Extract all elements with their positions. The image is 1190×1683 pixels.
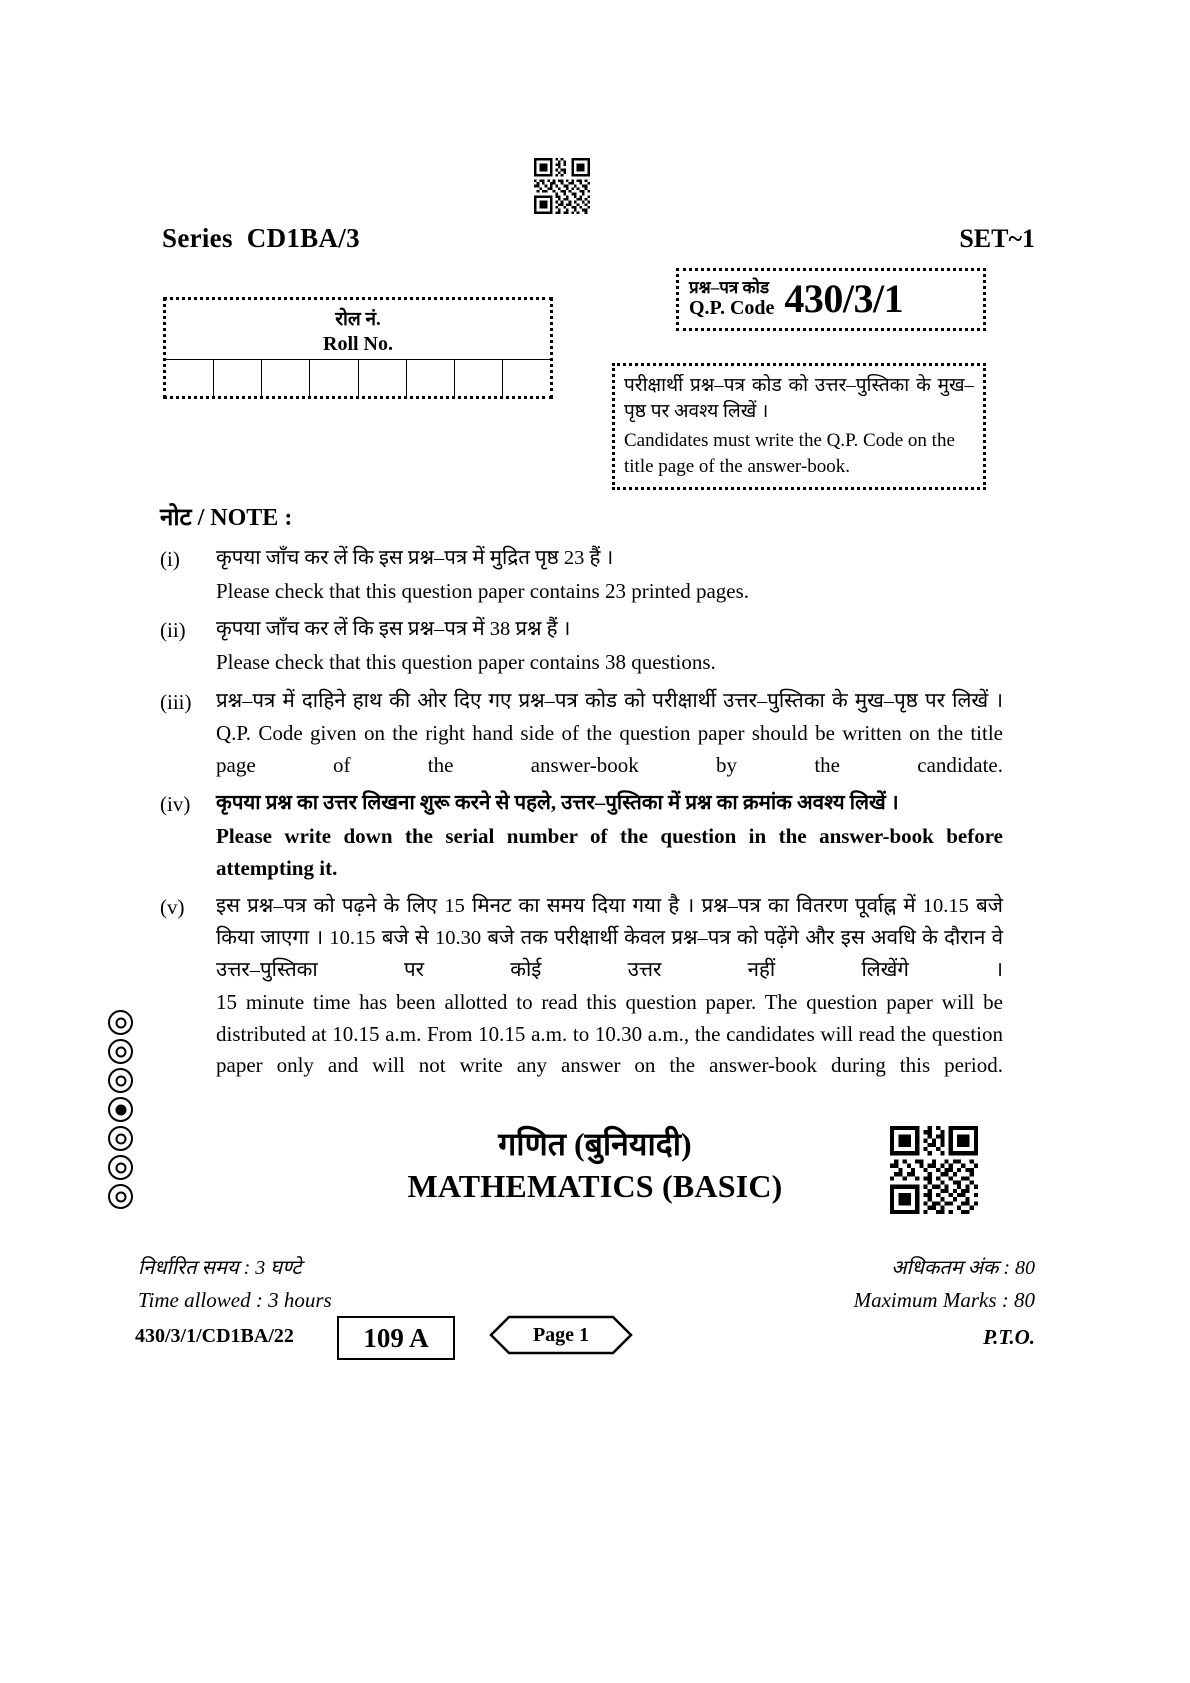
subject-title <box>0 1124 1190 1206</box>
roll-no-cell[interactable] <box>310 360 358 396</box>
page-number-text: Page 1 <box>532 1323 590 1346</box>
qp-code-label-en: Q.P. Code <box>689 296 775 319</box>
note-item <box>160 891 1003 1082</box>
roll-no-title-hi: रोल नं. <box>335 309 381 330</box>
note-item <box>160 686 1003 782</box>
note-item-hi: इस प्रश्न–पत्र को पढ़ने के लिए 15 मिनट का समय दिया गया है । प्रश्न–पत्र का वितरण पूर्वाह्न में 10.15 बजे किया जाएगा । 10.15 बजे से 10.30 बजे तक परीक्षार्थी केवल प्रश्न–पत्र को पढ़ेंगे और इस अवधि के दौरान वे उत्तर–पुस्तिका पर कोई उत्तर नहीं लिखेंगे । <box>216 895 1003 981</box>
exam-meta-row-hi <box>138 1253 1035 1284</box>
ring-mark-icon <box>108 1039 133 1064</box>
note-item-body <box>216 614 1003 678</box>
qr-code-top-icon <box>534 158 590 214</box>
series-value: CD1BA/3 <box>246 223 360 253</box>
ring-mark-icon <box>108 1068 133 1093</box>
roll-no-cell[interactable] <box>407 360 455 396</box>
note-item-number: (i) <box>160 547 180 571</box>
page-number-box <box>489 1315 633 1355</box>
note-heading: नोट / NOTE : <box>160 505 293 531</box>
note-item-body <box>216 891 1003 1082</box>
note-item-en: Please check that this question paper contains 23 printed pages. <box>216 578 750 603</box>
footer-paper-code: 430/3/1/CD1BA/22 <box>135 1325 294 1347</box>
pto-label: P.T.O. <box>983 1325 1035 1349</box>
time-allowed-hi: निर्धारित समय : 3 घण्टे <box>138 1257 302 1279</box>
note-item <box>160 614 1003 678</box>
exam-meta-row-en <box>138 1284 1035 1317</box>
ring-mark-icon <box>108 1010 133 1035</box>
note-item-en: Please check that this question paper contains 38 questions. <box>216 650 716 675</box>
set-number: SET~1 <box>959 224 1035 253</box>
roll-no-cell[interactable] <box>359 360 407 396</box>
note-item-number: (iii) <box>160 689 192 714</box>
roll-no-cells[interactable] <box>166 359 550 396</box>
subject-title-en: MATHEMATICS (BASIC) <box>407 1168 783 1204</box>
roll-no-cell[interactable] <box>503 360 550 396</box>
note-item-en: 15 minute time has been allotted to read this question paper. The question paper will be distributed at 10.15 a.m. From 10.15 a.m. to 10.30 a.m., the candidates will read the question paper only and will not write any answer on the answer-book during this period. <box>216 990 1003 1078</box>
roll-no-title <box>166 300 550 359</box>
roll-no-cell[interactable] <box>166 360 214 396</box>
note-item-body <box>216 543 1003 607</box>
maximum-marks-en: Maximum Marks : 80 <box>853 1288 1035 1312</box>
candidate-instruction-en: Candidates must write the Q.P. Code on the title page of the answer-book. <box>624 430 955 477</box>
note-item-number: (ii) <box>160 618 186 643</box>
note-item-en: Please write down the serial number of the question in the answer-book before attempting it. <box>216 824 1003 880</box>
roll-no-cell[interactable] <box>262 360 310 396</box>
maximum-marks-hi: अधिकतम अंक : 80 <box>891 1257 1035 1279</box>
roll-no-cell[interactable] <box>455 360 503 396</box>
footer-badge: 109 A <box>337 1316 455 1360</box>
note-item-number: (iv) <box>160 792 191 817</box>
qp-code-value: 430/3/1 <box>784 276 904 321</box>
subject-title-hi: गणित (बुनियादी) <box>498 1126 692 1162</box>
candidate-instruction-box <box>612 363 986 490</box>
qr-code-bottom-icon <box>890 1126 978 1214</box>
note-item-en: Q.P. Code given on the right hand side of the question paper should be written on the title page of the answer-book by the candidate. <box>216 721 1003 777</box>
note-item-body <box>216 788 1003 884</box>
series-label: Series <box>162 223 233 253</box>
exam-meta <box>138 1253 1035 1317</box>
note-item <box>160 788 1003 884</box>
qp-code-box <box>676 268 986 331</box>
series-label-group <box>162 223 360 254</box>
note-item-hi: कृपया जाँच कर लें कि इस प्रश्न–पत्र में मुद्रित पृष्ठ 23 हैं । <box>216 547 614 569</box>
note-item-body <box>216 686 1003 782</box>
roll-no-box <box>163 297 553 399</box>
note-item-hi: कृपया जाँच कर लें कि इस प्रश्न–पत्र में 38 प्रश्न हैं । <box>216 618 571 641</box>
qp-code-label-hi: प्रश्न–पत्र कोड <box>689 277 770 297</box>
note-item-number: (v) <box>160 895 185 920</box>
note-item-hi: प्रश्न–पत्र में दाहिने हाथ की ओर दिए गए प्रश्न–पत्र कोड को परीक्षार्थी उत्तर–पुस्तिका के मुख–पृष्ठ पर लिखें । <box>216 689 1003 712</box>
candidate-instruction-hi: परीक्षार्थी प्रश्न–पत्र कोड को उत्तर–पुस्तिका के मुख–पृष्ठ पर अवश्य लिखें । <box>624 375 974 423</box>
ring-mark-filled-icon <box>108 1097 133 1122</box>
time-allowed-en: Time allowed : 3 hours <box>138 1288 332 1312</box>
roll-no-title-en: Roll No. <box>323 332 393 355</box>
qp-code-labels <box>689 278 780 319</box>
note-list <box>160 543 1003 1091</box>
roll-no-cell[interactable] <box>214 360 262 396</box>
note-item <box>160 543 1003 607</box>
note-item-hi: कृपया प्रश्न का उत्तर लिखना शुरू करने से पहले, उत्तर–पुस्तिका में प्रश्न का क्रमांक अवश्य लिखें । <box>216 792 899 815</box>
